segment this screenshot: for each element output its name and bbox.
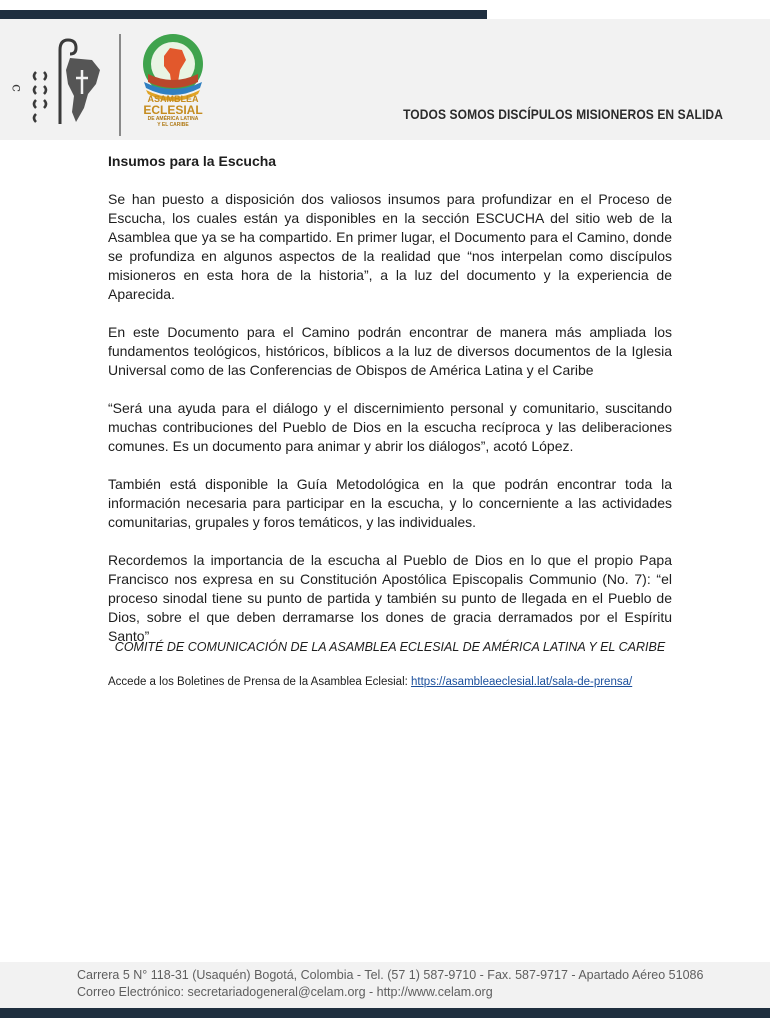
document-body [108, 152, 672, 665]
footer-address: Carrera 5 N° 118-31 (Usaquén) Bogotá, Colombia - Tel. (57 1) 587-9710 - Fax. 587-9717 - Apartado Aéreo 51086 [77, 968, 704, 982]
svg-text:ɔ: ɔ [8, 84, 24, 92]
press-release-text: Accede a los Boletines de Prensa de la Asamblea Eclesial: [108, 676, 412, 688]
document-title: Insumos para la Escucha [108, 153, 277, 169]
press-release-line [108, 676, 632, 688]
committee-signature: COMITÉ DE COMUNICACIÓN DE LA ASAMBLEA ECLESIAL DE AMÉRICA LATINA Y EL CARIBE [114, 640, 666, 654]
paragraph: Se han puesto a disposición dos valiosos insumos para profundizar en el Proceso de Escucha, los cuales están ya disponibles en la sección ESCUCHA del sitio web de la Asamblea que ya se ha compartido. En primer lugar, el Documento para el Camino, donde se profundiza en algunos aspectos de la realidad que “nos interpelan como discípulos misioneros en esta hora de la historia”, a la luz del documento y la experiencia de Aparecida. [108, 191, 672, 302]
celam-logo-icon [8, 36, 102, 128]
asamblea-logo-line3: DE AMÉRICA LATINA [147, 116, 199, 122]
logo-divider [119, 34, 121, 136]
asamblea-logo-line4: Y EL CARIBE [157, 122, 189, 128]
paragraph: También está disponible la Guía Metodológica en la que podrán encontrar toda la información necesaria para participar en la escucha, y lo concerniente a las actividades comunitarias, grupales y foros temáticos, y las individuales. [108, 476, 672, 530]
asamblea-logo-line1: ASAMBLEA [147, 94, 199, 104]
bottom-accent-bar [0, 1008, 770, 1018]
asamblea-logo-line2: ECLESIAL [143, 103, 203, 117]
press-room-link[interactable]: https://asambleaeclesial.lat/sala-de-prensa/ [411, 676, 633, 688]
paragraph: Recordemos la importancia de la escucha al Pueblo de Dios en lo que el propio Papa Francisco nos expresa en su Constitución Apostólica Episcopalis Communio (No. 7): “el proceso sinodal tiene su punto de partida y también su punto de llegada en el Pueblo de Dios, sobre el que deben derramarse los dones de gracia derramados por el Espíritu Santo” [108, 552, 672, 644]
top-accent-bar [0, 10, 487, 19]
paragraph: En este Documento para el Camino podrán encontrar de manera más ampliada los fundamentos teológicos, históricos, bíblicos a la luz de diversos documentos de la Iglesia Universal como de las Conferencias de Obispos de América Latina y el Caribe [108, 324, 672, 378]
footer-contact: Correo Electrónico: secretariadogeneral@celam.org - http://www.celam.org [77, 985, 493, 999]
paragraph: “Será una ayuda para el diálogo y el discernimiento personal y comunitario, suscitando muchas contribuciones del Pueblo de Dios en la escucha recíproca y las deliberaciones comunes. Es un documento para animar y abrir los diálogos”, acotó López. [108, 400, 672, 454]
letterhead-motto: TODOS SOMOS DISCÍPULOS MISIONEROS EN SALIDA [403, 106, 723, 122]
